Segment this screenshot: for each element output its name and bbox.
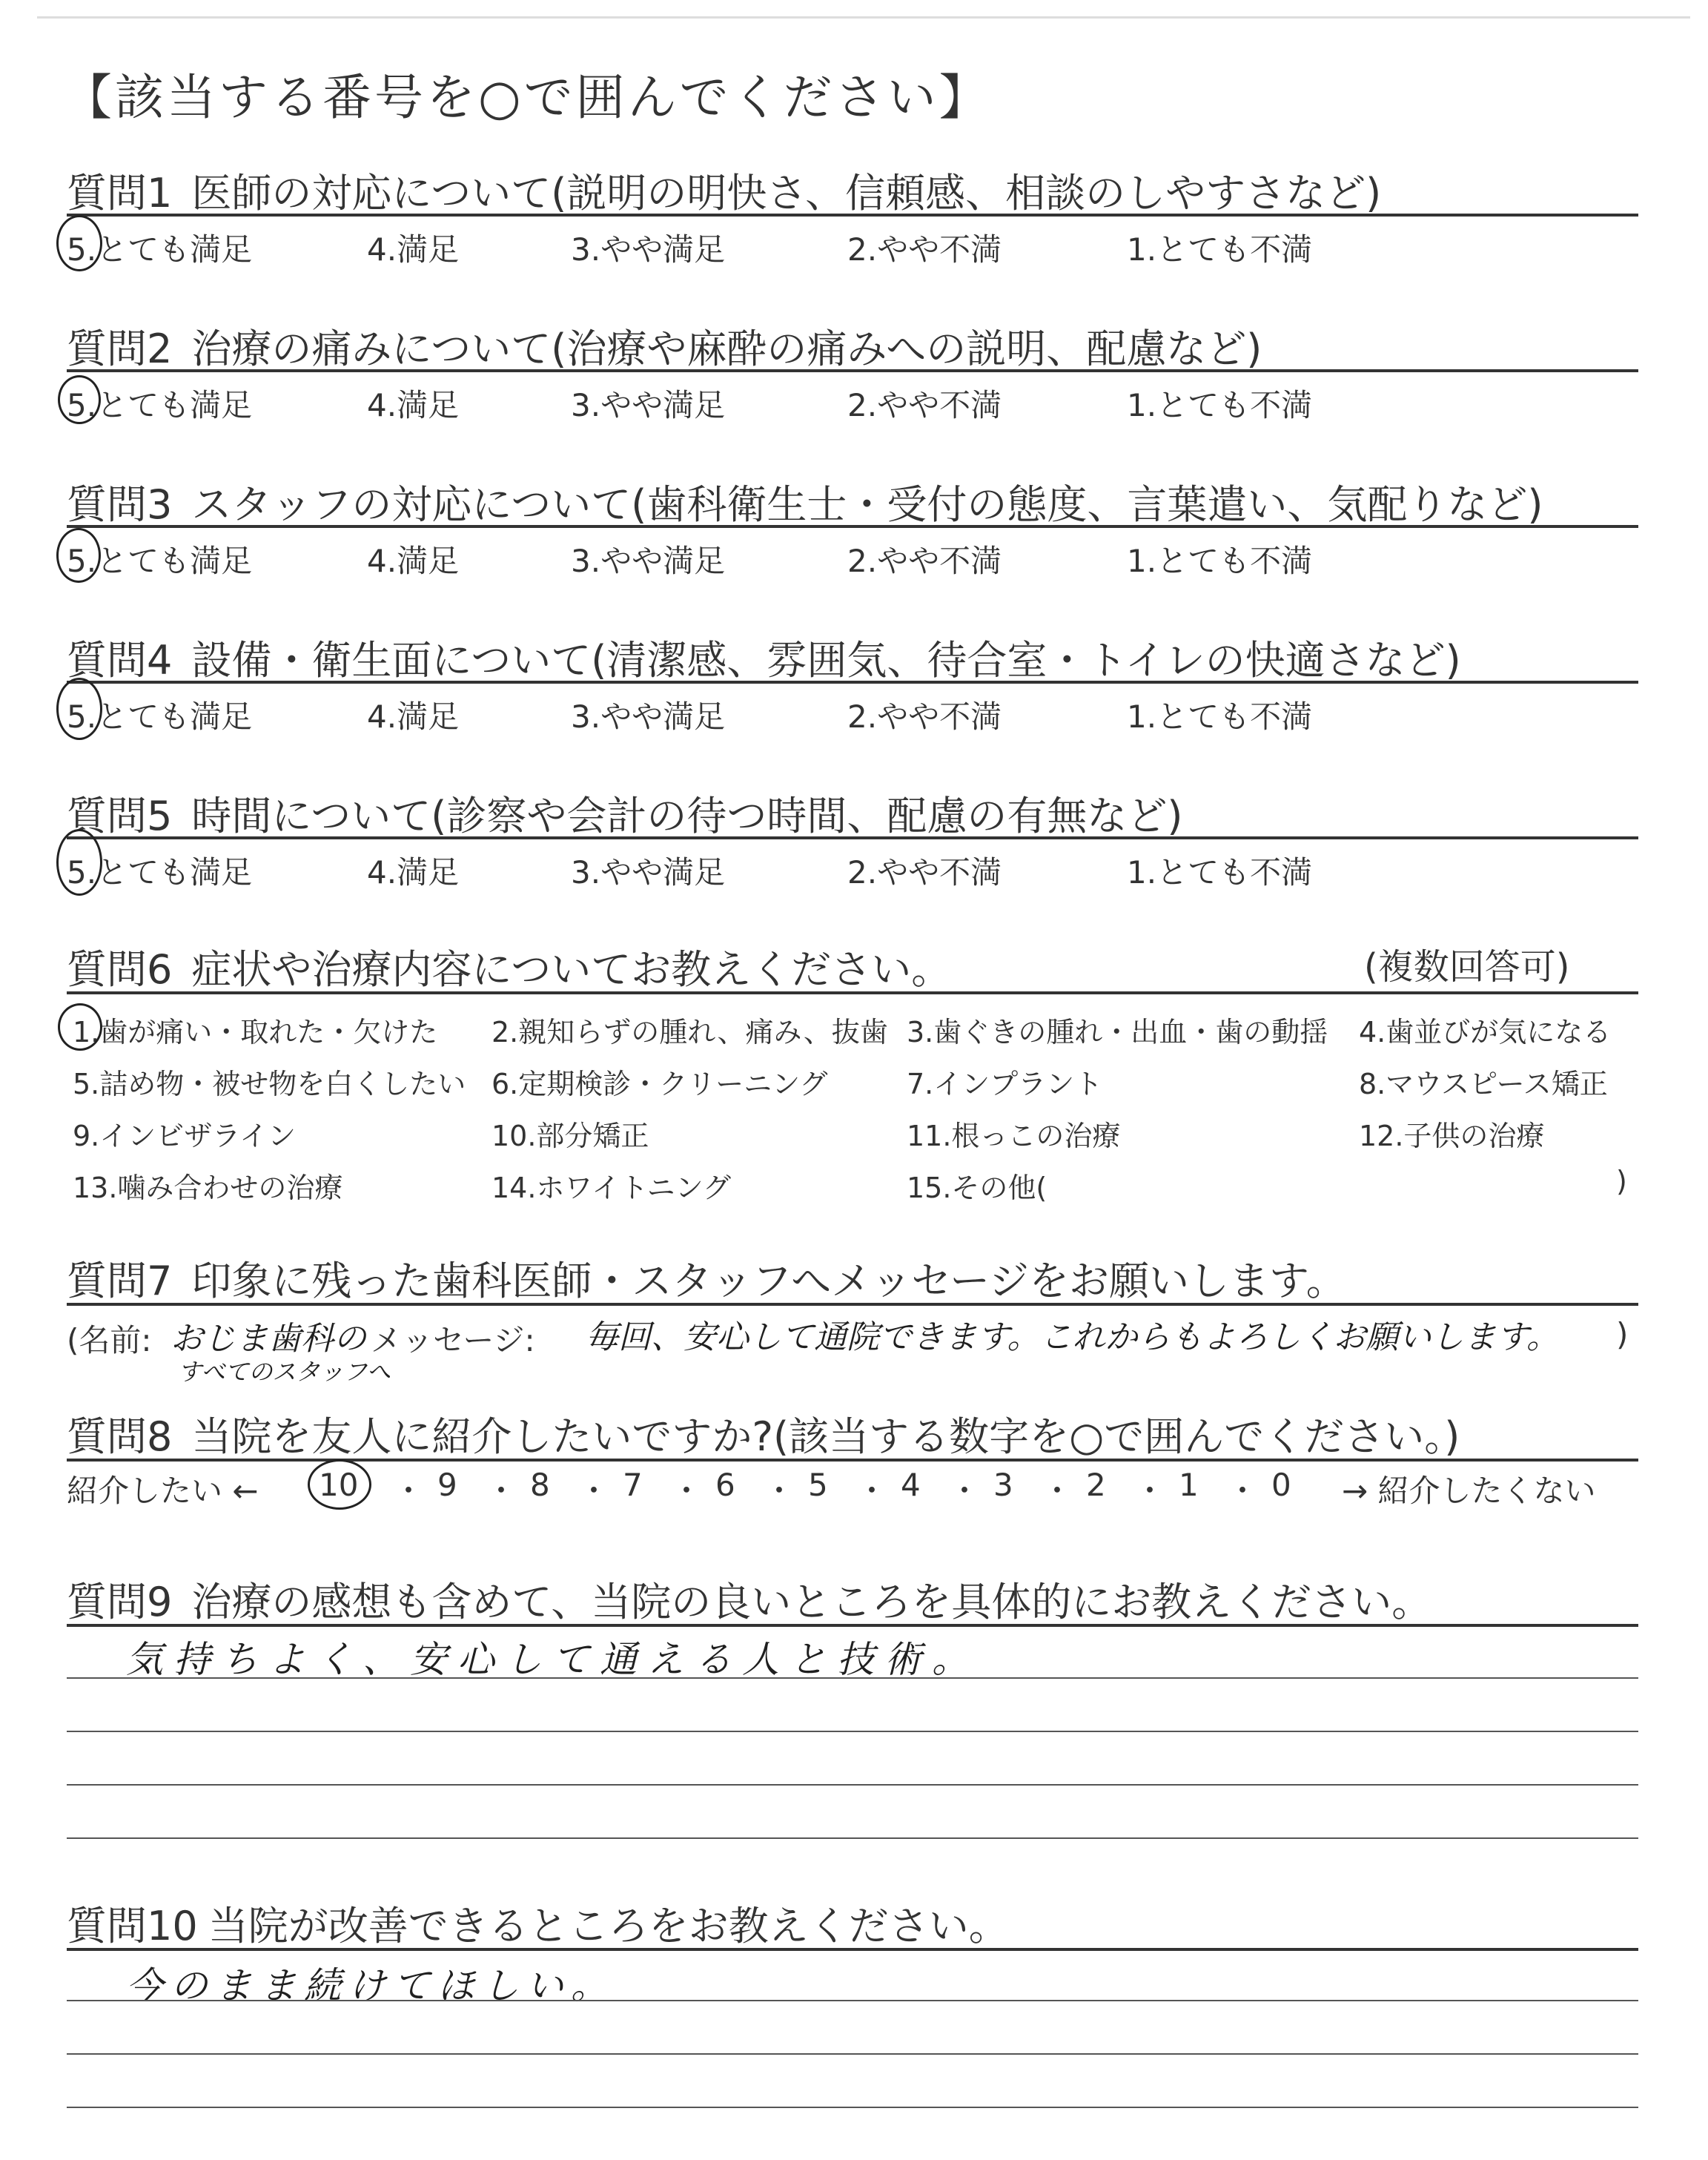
underline xyxy=(67,991,1638,994)
writing-line xyxy=(67,2000,1638,2001)
scale-dot: ・ xyxy=(393,1473,425,1509)
option-2[interactable]: 2.やや不満 xyxy=(847,231,1002,268)
question-10 xyxy=(67,1895,1631,1954)
question-number: 質問7 xyxy=(67,1258,173,1304)
question-text: 症状や治療内容についてお教えください。 xyxy=(191,946,952,993)
question-number: 質問2 xyxy=(67,326,173,372)
symptom-option[interactable]: 15.その他( xyxy=(907,1172,1047,1204)
symptom-option[interactable]: 7.インプラント xyxy=(907,1068,1103,1100)
question-8 xyxy=(67,1405,1631,1464)
option-3[interactable]: 3.やや満足 xyxy=(571,387,726,423)
option-2[interactable]: 2.やや不満 xyxy=(847,387,1002,423)
question-text: 医師の対応について(説明の明快さ、信頼感、相談のしやすさなど) xyxy=(191,170,1382,217)
writing-line xyxy=(67,2107,1638,2108)
recommend-left-label: 紹介したい ← xyxy=(67,1473,259,1509)
good-points-answer[interactable]: 気持ちよく、安心して通える人と技術。 xyxy=(126,1638,979,1681)
option-4[interactable]: 4.満足 xyxy=(367,231,460,268)
symptom-option[interactable]: 1.歯が痛い・取れた・欠けた xyxy=(73,1016,438,1048)
name-value[interactable]: おじま歯科の xyxy=(171,1320,366,1358)
selection-circle xyxy=(56,678,102,740)
option-4[interactable]: 4.満足 xyxy=(367,698,460,735)
question-text: 時間について(診察や会計の待つ時間、配慮の有無など) xyxy=(191,793,1183,839)
question-6 xyxy=(67,938,1631,1205)
message-close-paren: ) xyxy=(1616,1316,1629,1353)
question-5 xyxy=(67,785,1631,896)
question-4 xyxy=(67,629,1631,740)
option-2[interactable]: 2.やや不満 xyxy=(847,698,1002,735)
scale-dot: ・ xyxy=(1042,1473,1073,1509)
question-3 xyxy=(67,473,1631,584)
underline xyxy=(67,1624,1638,1627)
symptom-option[interactable]: 12.子供の治療 xyxy=(1359,1120,1545,1152)
question-number: 質問4 xyxy=(67,637,173,684)
question-number: 質問5 xyxy=(67,793,173,839)
other-close-paren: ) xyxy=(1616,1165,1627,1198)
option-2[interactable]: 2.やや不満 xyxy=(847,543,1002,579)
question-7 xyxy=(67,1249,1631,1386)
name-sub-value[interactable]: すべてのスタッフへ xyxy=(178,1358,391,1386)
writing-line xyxy=(67,1731,1638,1732)
scale-5[interactable]: 5 xyxy=(808,1467,828,1503)
scale-dot: ・ xyxy=(949,1473,981,1509)
question-text: 治療の痛みについて(治療や麻酔の痛みへの説明、配慮など) xyxy=(191,326,1262,372)
scale-dot: ・ xyxy=(578,1473,610,1509)
selection-circle xyxy=(56,528,101,583)
option-1[interactable]: 1.とても不満 xyxy=(1127,231,1313,268)
writing-line xyxy=(67,1837,1638,1839)
writing-line xyxy=(67,1677,1638,1679)
option-4[interactable]: 4.満足 xyxy=(367,543,460,579)
option-1[interactable]: 1.とても不満 xyxy=(1127,543,1313,579)
symptom-option[interactable]: 3.歯ぐきの腫れ・出血・歯の動揺 xyxy=(907,1016,1328,1048)
scale-0[interactable]: 0 xyxy=(1271,1467,1291,1503)
scale-6[interactable]: 6 xyxy=(715,1467,735,1503)
scale-10[interactable]: 10 xyxy=(319,1467,359,1503)
scale-3[interactable]: 3 xyxy=(993,1467,1013,1503)
underline xyxy=(67,525,1638,528)
underline xyxy=(67,681,1638,684)
option-1[interactable]: 1.とても不満 xyxy=(1127,854,1313,891)
symptom-option[interactable]: 2.親知らずの腫れ、痛み、抜歯 xyxy=(491,1016,888,1048)
option-5[interactable]: 5.とても満足 xyxy=(67,231,253,268)
question-number: 質問8 xyxy=(67,1413,173,1460)
question-text: 治療の感想も含めて、当院の良いところを具体的にお教えください。 xyxy=(191,1579,1432,1625)
scale-dot: ・ xyxy=(856,1473,888,1509)
improvement-answer[interactable]: 今のまま続けてほしい。 xyxy=(126,1964,615,2007)
underline xyxy=(67,214,1638,217)
question-number: 質問1 xyxy=(67,170,173,217)
multiple-answers-note: (複数回答可) xyxy=(1364,946,1570,988)
option-5[interactable]: 5.とても満足 xyxy=(67,387,253,423)
question-2 xyxy=(67,317,1631,429)
scale-2[interactable]: 2 xyxy=(1086,1467,1106,1503)
recommend-right-label: → 紹介したくない xyxy=(1342,1473,1596,1509)
question-number: 質問10 xyxy=(67,1903,198,1949)
top-border xyxy=(37,16,1690,19)
question-text: 当院が改善できるところをお教えください。 xyxy=(208,1903,1009,1949)
question-number: 質問3 xyxy=(67,481,173,528)
scale-dot: ・ xyxy=(1227,1473,1259,1509)
underline xyxy=(67,1459,1638,1462)
symptom-option[interactable]: 14.ホワイトニング xyxy=(491,1172,732,1204)
option-5[interactable]: 5.とても満足 xyxy=(67,854,253,891)
option-4[interactable]: 4.満足 xyxy=(367,854,460,891)
option-3[interactable]: 3.やや満足 xyxy=(571,854,726,891)
option-4[interactable]: 4.満足 xyxy=(367,387,460,423)
scale-7[interactable]: 7 xyxy=(623,1467,643,1503)
underline xyxy=(67,1948,1638,1951)
option-3[interactable]: 3.やや満足 xyxy=(571,231,726,268)
selection-circle xyxy=(56,215,102,271)
scale-4[interactable]: 4 xyxy=(901,1467,921,1503)
option-3[interactable]: 3.やや満足 xyxy=(571,543,726,579)
question-number: 質問9 xyxy=(67,1579,173,1625)
selection-circle xyxy=(58,375,101,424)
underline xyxy=(67,836,1638,839)
question-1 xyxy=(67,162,1631,273)
selection-circle xyxy=(56,829,102,896)
question-number: 質問6 xyxy=(67,946,173,993)
scale-dot: ・ xyxy=(1134,1473,1166,1509)
symptom-option[interactable]: 13.噛み合わせの治療 xyxy=(73,1172,343,1204)
symptom-option[interactable]: 4.歯並びが気になる xyxy=(1359,1016,1612,1048)
symptom-option[interactable]: 6.定期検診・クリーニング xyxy=(491,1068,828,1100)
scale-dot: ・ xyxy=(764,1473,795,1509)
question-9 xyxy=(67,1571,1631,1630)
message-value[interactable]: 毎回、安心して通院できます。これからもよろしくお願いします。 xyxy=(586,1318,1559,1356)
writing-line xyxy=(67,2053,1638,2055)
scale-dot: ・ xyxy=(486,1473,517,1509)
writing-line xyxy=(67,1784,1638,1786)
name-label: (名前: xyxy=(67,1322,152,1358)
selection-circle xyxy=(58,1003,102,1051)
option-1[interactable]: 1.とても不満 xyxy=(1127,387,1313,423)
question-text: 印象に残った歯科医師・スタッフへメッセージをお願いします。 xyxy=(191,1258,1346,1304)
scale-9[interactable]: 9 xyxy=(437,1467,457,1503)
option-5[interactable]: 5.とても満足 xyxy=(67,698,253,735)
option-1[interactable]: 1.とても不満 xyxy=(1127,698,1313,735)
scale-1[interactable]: 1 xyxy=(1179,1467,1199,1503)
message-label: メッセージ: xyxy=(371,1322,535,1358)
option-3[interactable]: 3.やや満足 xyxy=(571,698,726,735)
symptom-option[interactable]: 9.インビザライン xyxy=(73,1120,297,1152)
scale-dot: ・ xyxy=(671,1473,703,1509)
selection-circle xyxy=(308,1459,371,1510)
symptom-option[interactable]: 8.マウスピース矯正 xyxy=(1359,1068,1608,1100)
question-text: 設備・衛生面について(清潔感、雰囲気、待合室・トイレの快適さなど) xyxy=(191,637,1461,684)
option-2[interactable]: 2.やや不満 xyxy=(847,854,1002,891)
underline xyxy=(67,369,1638,372)
symptom-option[interactable]: 11.根っこの治療 xyxy=(907,1120,1121,1152)
option-5[interactable]: 5.とても満足 xyxy=(67,543,253,579)
recommend-scale xyxy=(67,1467,1638,1519)
question-text: スタッフの対応について(歯科衛生士・受付の態度、言葉遣い、気配りなど) xyxy=(191,481,1543,528)
symptom-option[interactable]: 10.部分矯正 xyxy=(491,1120,649,1152)
instruction-header: 【該当する番号を○で囲んでください】 xyxy=(63,69,991,126)
scale-8[interactable]: 8 xyxy=(530,1467,550,1503)
symptom-option[interactable]: 5.詰め物・被せ物を白くしたい xyxy=(73,1068,466,1100)
question-text: 当院を友人に紹介したいですか?(該当する数字を○で囲んでください。) xyxy=(191,1413,1460,1460)
underline xyxy=(67,1303,1638,1306)
